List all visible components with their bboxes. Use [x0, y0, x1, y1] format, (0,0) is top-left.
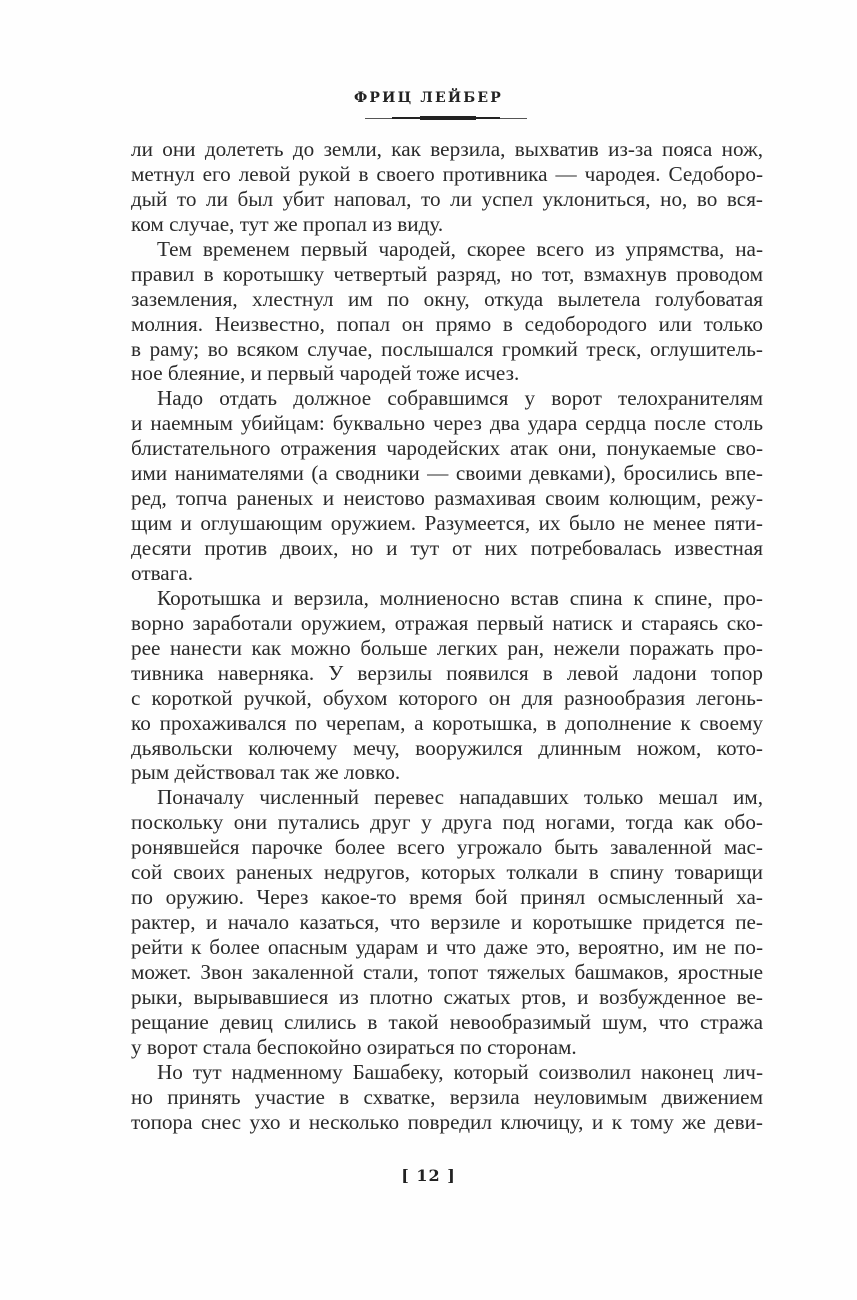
- paragraph: [131, 1060, 763, 1135]
- text-line: дый то ли был убит наповал, то ли успел уклониться, но, во вся-: [131, 186, 763, 211]
- text-line: метнул его левой рукой в своего противника — чародея. Седоборо-: [131, 161, 763, 186]
- text-line: рым действовал так же ловко.: [131, 760, 401, 785]
- text-line: топора снес ухо и несколько повредил ключицу, и к тому же деви-: [131, 1109, 763, 1134]
- paragraph: [131, 237, 763, 387]
- text-line: Надо отдать должное собравшимся у ворот телохранителям: [157, 386, 763, 411]
- text-line: по оружию. Через какое-то время бой принял осмысленный ха-: [131, 885, 763, 910]
- paragraph: [131, 386, 763, 586]
- text-line: щим и оглушающим оружием. Разумеется, их было не менее пяти-: [131, 511, 763, 536]
- text-line: поскольку они путались друг у друга под ногами, тогда как обо-: [131, 810, 763, 835]
- text-line: рее нанести как можно больше легких ран, нежели поражать про-: [131, 635, 763, 660]
- header-rule-accent: [420, 116, 476, 120]
- paragraph: [131, 586, 763, 786]
- text-line: Коротышка и верзила, молниеносно встав спина к спине, про-: [157, 585, 763, 610]
- text-line: ко прохаживался по черепам, а коротышка, в дополнение к своему: [131, 710, 763, 735]
- body-text: [131, 137, 763, 1135]
- paragraph: [131, 137, 763, 237]
- text-line: дьявольски колючему мечу, вооружился длинным ножом, кото-: [131, 735, 763, 760]
- text-line: Но тут надменному Башабеку, который соизволил наконец лич-: [157, 1059, 763, 1084]
- text-line: рещание девиц слились в такой невообразимый шум, что стража: [131, 1009, 763, 1034]
- text-line: ворно заработали оружием, отражая первый натиск и стараясь ско-: [131, 610, 763, 635]
- text-line: ронявшейся парочке более всего угрожало быть заваленной мас-: [131, 835, 763, 860]
- text-line: отвага.: [131, 560, 194, 585]
- text-line: в раму; во всяком случае, послышался громкий треск, оглушитель-: [131, 336, 763, 361]
- text-line: десяти против двоих, но и тут от них потребовалась известная: [131, 536, 763, 560]
- page-number: [ 12 ]: [401, 1166, 456, 1185]
- text-line: сой своих раненых недругов, которых толкали в спину товарищи: [131, 860, 763, 885]
- text-line: рейти к более опасным ударам и что даже это, вероятно, им не по-: [131, 935, 763, 959]
- text-line: заземления, хлестнул им по окну, откуда вылетела голубоватая: [131, 286, 763, 311]
- text-line: тивника наверняка. У верзилы появился в левой ладони топор: [131, 660, 763, 685]
- text-line: у ворот стала беспокойно озираться по сторонам.: [131, 1034, 577, 1059]
- text-line: блистательного отражения чародейских атак они, понукаемые сво-: [131, 436, 763, 461]
- text-line: ред, топча раненых и неистово размахивая своим колющим, режу-: [131, 486, 763, 511]
- text-line: Тем временем первый чародей, скорее всего из упрямства, на-: [157, 236, 763, 261]
- text-line: может. Звон закаленной стали, топот тяжелых башмаков, яростные: [131, 959, 763, 984]
- text-line: молния. Неизвестно, попал он прямо в седобородого или только: [131, 311, 763, 336]
- text-line: ли они долететь до земли, как верзила, выхватив из-за пояса нож,: [131, 137, 763, 161]
- text-line: рыки, вырывавшиеся из плотно сжатых ртов, и возбужденное ве-: [131, 984, 763, 1009]
- text-line: Поначалу численный перевес нападавших только мешал им,: [157, 785, 763, 810]
- text-line: ими нанимателями (а сводники — своими девками), бросились впе-: [131, 461, 763, 486]
- text-line: ком случае, тут же пропал из виду.: [131, 211, 444, 236]
- text-line: ное блеяние, и первый чародей тоже исчез.: [131, 361, 520, 386]
- text-line: рактер, и начало казаться, что верзиле и коротышке придется пе-: [131, 910, 763, 935]
- paragraph: [131, 785, 763, 1059]
- text-line: и наемным убийцам: буквально через два удара сердца после столь: [131, 411, 763, 436]
- running-head-author: ФРИЦ ЛЕЙБЕР: [353, 90, 504, 106]
- text-line: с короткой ручкой, обухом которого он для разнообразия легонь-: [131, 685, 763, 710]
- text-line: правил в коротышку четвертый разряд, но тот, взмахнув проводом: [131, 261, 763, 286]
- text-line: но принять участие в схватке, верзила неуловимым движением: [131, 1084, 763, 1109]
